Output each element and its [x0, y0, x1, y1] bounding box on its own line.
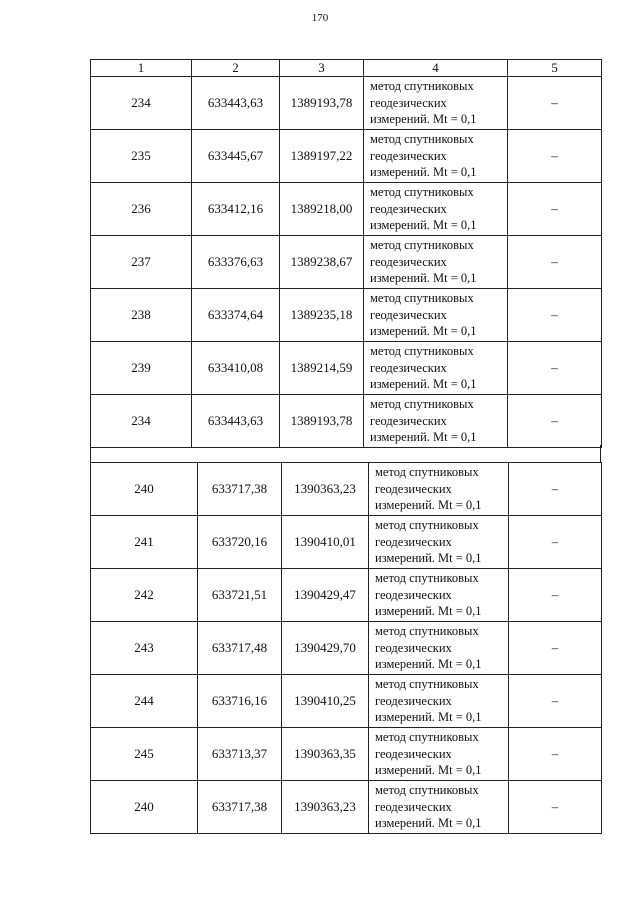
table-row	[91, 516, 602, 569]
method-line: измерений. Mt = 0,1	[370, 165, 477, 180]
method-line: метод спутниковых	[370, 238, 474, 253]
table-row	[91, 77, 602, 130]
method-cell	[369, 781, 509, 834]
method-cell	[364, 395, 508, 448]
note-dash: –	[508, 77, 602, 130]
method-cell	[369, 569, 509, 622]
point-number: 240	[91, 781, 198, 834]
table-row	[91, 395, 602, 448]
coordinate-y: 1389238,67	[280, 236, 364, 289]
table-row	[91, 728, 602, 781]
coordinate-y: 1390429,70	[282, 622, 369, 675]
point-number: 238	[91, 289, 192, 342]
method-line: измерений. Mt = 0,1	[370, 430, 477, 445]
note-dash: –	[509, 463, 602, 516]
method-line: геодезических	[370, 95, 447, 110]
coordinate-x: 633713,37	[198, 728, 282, 781]
point-number: 242	[91, 569, 198, 622]
method-line: геодезических	[370, 307, 447, 322]
method-line: геодезических	[370, 254, 447, 269]
method-line: измерений. Mt = 0,1	[370, 112, 477, 127]
column-header: 5	[508, 60, 602, 77]
point-number: 237	[91, 236, 192, 289]
table-row	[91, 236, 602, 289]
method-line: измерений. Mt = 0,1	[370, 218, 477, 233]
method-line: метод спутниковых	[370, 344, 474, 359]
point-number: 241	[91, 516, 198, 569]
coordinate-y: 1390410,01	[282, 516, 369, 569]
method-line: геодезических	[375, 587, 452, 602]
coordinate-x: 633717,48	[198, 622, 282, 675]
method-line: метод спутниковых	[375, 465, 479, 480]
method-cell	[364, 77, 508, 130]
method-cell	[364, 289, 508, 342]
method-line: метод спутниковых	[370, 397, 474, 412]
method-cell	[364, 342, 508, 395]
method-line: геодезических	[375, 534, 452, 549]
method-line: метод спутниковых	[375, 677, 479, 692]
coordinates-table-section-1	[90, 59, 602, 448]
note-dash: –	[509, 728, 602, 781]
point-number: 240	[91, 463, 198, 516]
coordinate-y: 1389235,18	[280, 289, 364, 342]
method-line: измерений. Mt = 0,1	[370, 324, 477, 339]
method-cell	[369, 516, 509, 569]
note-dash: –	[508, 289, 602, 342]
method-line: метод спутниковых	[370, 79, 474, 94]
method-cell	[369, 622, 509, 675]
method-line: метод спутниковых	[375, 730, 479, 745]
point-number: 243	[91, 622, 198, 675]
method-line: геодезических	[370, 413, 447, 428]
coordinate-x: 633443,63	[192, 77, 280, 130]
column-header: 2	[192, 60, 280, 77]
point-number: 239	[91, 342, 192, 395]
coordinate-x: 633374,64	[192, 289, 280, 342]
table-row	[91, 342, 602, 395]
note-dash: –	[509, 781, 602, 834]
point-number: 235	[91, 130, 192, 183]
note-dash: –	[508, 183, 602, 236]
method-line: метод спутниковых	[375, 518, 479, 533]
coordinate-y: 1390363,23	[282, 463, 369, 516]
method-line: метод спутниковых	[370, 291, 474, 306]
method-line: геодезических	[375, 640, 452, 655]
method-line: метод спутниковых	[370, 132, 474, 147]
note-dash: –	[508, 236, 602, 289]
method-line: геодезических	[375, 693, 452, 708]
table-row	[91, 130, 602, 183]
coordinate-x: 633410,08	[192, 342, 280, 395]
method-line: измерений. Mt = 0,1	[375, 816, 482, 831]
coordinate-y: 1390410,25	[282, 675, 369, 728]
coordinate-x: 633721,51	[198, 569, 282, 622]
coordinate-x: 633717,38	[198, 463, 282, 516]
section-separator-row	[90, 445, 601, 462]
table-row	[91, 675, 602, 728]
method-line: измерений. Mt = 0,1	[375, 498, 482, 513]
coordinate-y: 1389214,59	[280, 342, 364, 395]
table-row	[91, 569, 602, 622]
table-row	[91, 781, 602, 834]
method-line: метод спутниковых	[370, 185, 474, 200]
method-line: измерений. Mt = 0,1	[375, 551, 482, 566]
column-header: 1	[91, 60, 192, 77]
point-number: 234	[91, 395, 192, 448]
table-row	[91, 622, 602, 675]
table-row	[91, 289, 602, 342]
coordinate-y: 1389197,22	[280, 130, 364, 183]
point-number: 245	[91, 728, 198, 781]
coordinate-x: 633720,16	[198, 516, 282, 569]
method-line: геодезических	[375, 481, 452, 496]
coordinate-y: 1389193,78	[280, 77, 364, 130]
method-line: геодезических	[370, 201, 447, 216]
point-number: 244	[91, 675, 198, 728]
method-line: измерений. Mt = 0,1	[370, 377, 477, 392]
method-line: метод спутниковых	[375, 624, 479, 639]
note-dash: –	[509, 675, 602, 728]
coordinate-x: 633443,63	[192, 395, 280, 448]
coordinate-y: 1390429,47	[282, 569, 369, 622]
coordinate-y: 1390363,23	[282, 781, 369, 834]
method-cell	[364, 183, 508, 236]
coordinate-x: 633717,38	[198, 781, 282, 834]
coordinate-x: 633412,16	[192, 183, 280, 236]
coordinate-y: 1389218,00	[280, 183, 364, 236]
coordinate-x: 633376,63	[192, 236, 280, 289]
coordinate-y: 1389193,78	[280, 395, 364, 448]
method-line: измерений. Mt = 0,1	[370, 271, 477, 286]
coordinate-x: 633716,16	[198, 675, 282, 728]
note-dash: –	[509, 569, 602, 622]
note-dash: –	[508, 130, 602, 183]
method-line: измерений. Mt = 0,1	[375, 657, 482, 672]
method-cell	[369, 675, 509, 728]
table-header-row	[91, 60, 602, 77]
method-cell	[369, 728, 509, 781]
method-line: измерений. Mt = 0,1	[375, 604, 482, 619]
method-cell	[364, 130, 508, 183]
table-row	[91, 463, 602, 516]
coordinate-y: 1390363,35	[282, 728, 369, 781]
method-line: геодезических	[370, 360, 447, 375]
column-header: 3	[280, 60, 364, 77]
method-line: метод спутниковых	[375, 571, 479, 586]
method-line: измерений. Mt = 0,1	[375, 710, 482, 725]
point-number: 236	[91, 183, 192, 236]
method-line: геодезических	[370, 148, 447, 163]
note-dash: –	[509, 516, 602, 569]
method-cell	[364, 236, 508, 289]
method-line: метод спутниковых	[375, 783, 479, 798]
note-dash: –	[508, 342, 602, 395]
point-number: 234	[91, 77, 192, 130]
coordinate-x: 633445,67	[192, 130, 280, 183]
page-number: 170	[311, 12, 329, 24]
table-row	[91, 183, 602, 236]
note-dash: –	[509, 622, 602, 675]
coordinates-table-section-2	[90, 462, 602, 834]
method-line: геодезических	[375, 799, 452, 814]
method-line: геодезических	[375, 746, 452, 761]
note-dash: –	[508, 395, 602, 448]
column-header: 4	[364, 60, 508, 77]
method-cell	[369, 463, 509, 516]
method-line: измерений. Mt = 0,1	[375, 763, 482, 778]
